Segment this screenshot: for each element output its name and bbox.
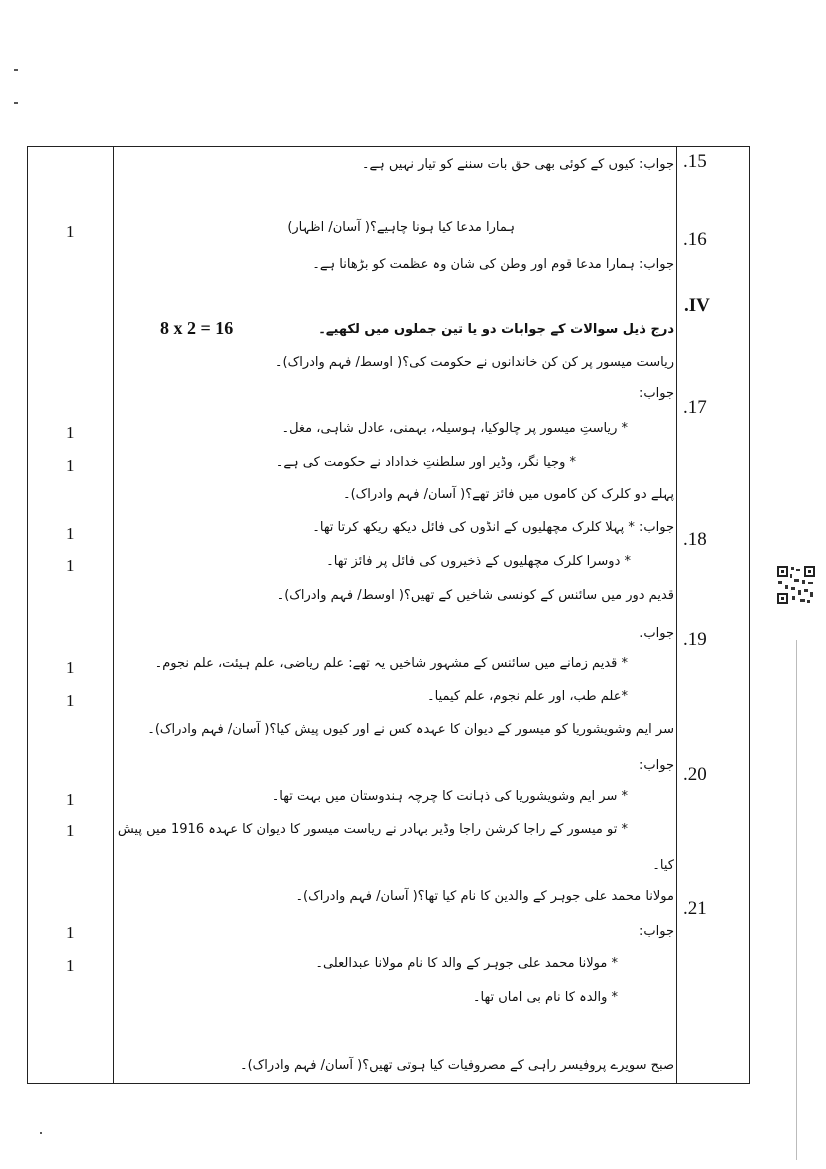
mark-value: 1	[66, 423, 75, 442]
answer-label: جواب:	[639, 924, 674, 939]
question-number: .18	[683, 529, 707, 550]
answer-point: جواب: * پہلا کلرک مچھلیوں کے انڈوں کی فائل دیکھ ریکھ کرتا تھا۔	[312, 520, 674, 535]
mark-value: 1	[66, 790, 75, 809]
question-text: سر ایم وشویشوریا کو میسور کے دیوان کا عہدہ کس نے اور کیوں پیش کیا؟( آسان/ فہم وادراک)۔	[147, 722, 674, 737]
answer-point: * وجیا نگر، وڈیر اور سلطنتِ خداداد نے حکومت کی ہے۔	[275, 455, 576, 470]
scan-speck	[14, 102, 18, 104]
answer-point: * والدہ کا نام بی اماں تھا۔	[472, 990, 618, 1005]
mark-value: 1	[66, 456, 75, 475]
question-number: .21	[683, 898, 707, 919]
answer-point: * قدیم زمانے میں سائنس کے مشہور شاخیں یہ تھے: علم ریاضی، علم ہیئت، علم نجوم۔	[154, 656, 628, 671]
mark-value: 1	[66, 658, 75, 677]
answer-point: * مولانا محمد علی جوہر کے والد کا نام مولانا عبدالعلی۔	[315, 956, 618, 971]
answer-text: جواب: کیوں کے کوئی بھی حق بات سننے کو تیار نہیں ہے۔	[361, 157, 674, 172]
mark-value: 1	[66, 956, 75, 975]
mark-value: 1	[66, 923, 75, 942]
marks-column-divider	[113, 146, 114, 1084]
question-number: .15	[683, 151, 707, 172]
answer-table	[27, 146, 750, 1084]
answer-label: جواب:	[639, 386, 674, 401]
mark-value: 1	[66, 222, 75, 241]
mark-value: 1	[66, 821, 75, 840]
question-number: .17	[683, 397, 707, 418]
qr-code-icon	[776, 565, 816, 605]
answer-point: * تو میسور کے راجا کرشن راجا وڈیر بہادر نے ریاست میسور کا دیوان کا عہدہ 1916 میں پیش	[117, 822, 628, 837]
scan-speck	[40, 1132, 42, 1134]
question-text: قدیم دور میں سائنس کے کونسی شاخیں کے تھیں؟( اوسط/ فہم وادراک)۔	[276, 588, 674, 603]
answer-label: جواب:	[639, 758, 674, 773]
answer-label: جواب.	[639, 626, 674, 641]
answer-point: *علم طب، اور علم نجوم، علم کیمیا۔	[426, 689, 628, 704]
answer-point-continued: کیا۔	[652, 858, 674, 873]
section-heading: درج ذیل سوالات کے جوابات دو یا تین جملوں میں لکھیے۔	[318, 322, 674, 337]
question-text: ہمارا مدعا کیا ہونا چاہیے؟( آسان/ اظہار)	[287, 220, 515, 235]
mark-value: 1	[66, 556, 75, 575]
scan-speck	[796, 640, 797, 1160]
question-number: .19	[683, 629, 707, 650]
answer-point: * ریاستِ میسور پر چالوکیا، ہوسیلہ، بہمنی، عادل شاہی، مغل۔	[281, 421, 628, 436]
question-number: .16	[683, 229, 707, 250]
mark-value: 1	[66, 691, 75, 710]
mark-value: 1	[66, 524, 75, 543]
question-text: پہلے دو کلرک کن کاموں میں فائز تھے؟( آسان/ فہم وادراک)۔	[342, 487, 674, 502]
answer-text: جواب: ہمارا مدعا قوم اور وطن کی شان وہ عظمت کو بڑھانا ہے۔	[312, 257, 674, 272]
question-text: ریاست میسور پر کن کن خاندانوں نے حکومت کی؟( اوسط/ فہم وادراک)۔	[274, 355, 674, 370]
answer-point: * سر ایم وشویشوریا کی ذہانت کا چرچہ ہندوستان میں بہت تھا۔	[271, 789, 628, 804]
question-text: مولانا محمد علی جوہر کے والدین کا نام کیا تھا؟( آسان/ فہم وادراک)۔	[295, 889, 674, 904]
section-number: .IV	[684, 295, 710, 316]
number-column-divider	[676, 146, 677, 1084]
question-number: .20	[683, 764, 707, 785]
answer-point: * دوسرا کلرک مچھلیوں کے ذخیروں کی فائل پر فائز تھا۔	[326, 554, 631, 569]
question-text: صبح سویرے پروفیسر راہی کے مصروفیات کیا ہوتی تھیں؟( آسان/ فہم وادراک)۔	[239, 1058, 674, 1073]
section-marks: 8 x 2 = 16	[160, 318, 234, 338]
scan-speck	[14, 69, 18, 71]
